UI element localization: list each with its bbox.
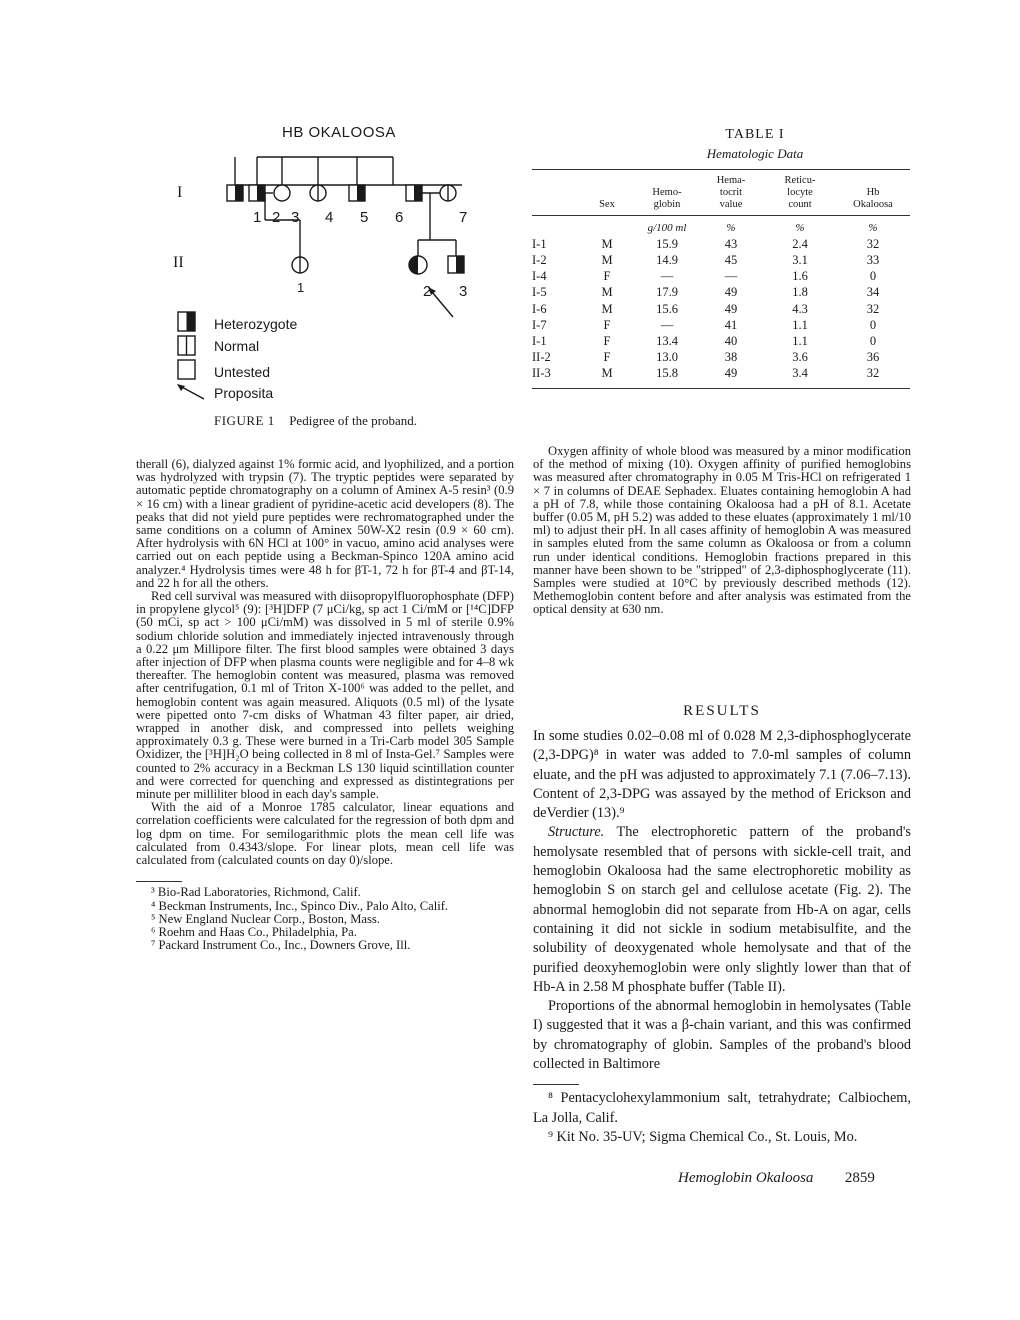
legend-normal-icon: [177, 335, 197, 357]
table-header: [532, 175, 578, 215]
pedigree-individual-ii2: [409, 256, 427, 274]
table-row: I-5 M 17.9 49 1.8 34: [532, 285, 880, 300]
table-row: I-6 M 15.6 49 4.3 32: [532, 301, 880, 316]
figure-caption: [214, 413, 417, 429]
pedigree-individual-i3: [274, 185, 290, 201]
table-header: Sex: [599, 199, 615, 210]
table-label: TABLE I: [725, 127, 785, 142]
gen2-number-2: 2: [423, 283, 432, 300]
footnote: ⁵ New England Nuclear Corp., Boston, Mass.: [151, 911, 380, 926]
table-row: I-7 F — 41 1.1 0: [532, 317, 877, 332]
pedigree-individual-i7: [440, 185, 456, 201]
pedigree-individual-i1: [227, 185, 243, 201]
body-paragraph: Red cell survival was measured with diisopropylfluorophosphate (DFP) in propylene glycol⁵ (9): [³H]DFP (7 μCi/kg, sp act 1 Ci/mM or [¹⁴C]DFP (50 mCi, sp act > 100 μCi/mM) was dissolved in 5 ml of sterile 0.9% sodium chloride solution and immediately injected intravenously through a 0.22 μm Millipore filter. The first blood samples were obtained 3 days after injection of DFP when plasma counts were negligible and for 4–8 wk thereafter. The hemoglobin content was measured, plasma was removed after centrifugation, 0.1 ml of Triton X-100⁶ was added to the pellet, and hemoglobin content was again measured. Aliquots (0.5 ml) of the lysate were pipetted onto 7-cm disks of Whatman 43 filter paper, air dried, wrapped in another disk, and compressed into pellets weighing approximately 0.3 g. These were burned in a Tri-Carb model 305 Sample Oxidizer, the [³H]H₂O being collected in 8 ml of Insta-Gel.⁷ Samples were counted to 2% accuracy in a Beckman LS 130 liquid scintillation counter and were corrected for quenching and expressed as distintegrations per minute per milliliter blood in each day's sample.: [136, 589, 514, 802]
legend-untested-icon: [177, 359, 197, 381]
gen1-number-5: 5: [360, 209, 369, 226]
table-row: II-2 F 13.0 38 3.6 36: [532, 350, 880, 365]
table-header: Hb Okaloosa: [853, 187, 893, 210]
legend-heterozygote: Heterozygote: [214, 316, 298, 332]
table-header: Hemo- globin: [652, 187, 682, 210]
pedigree-individual-i5: [349, 185, 365, 201]
footnote: ⁴ Beckman Instruments, Inc., Spinco Div., Palo Alto, Calif.: [151, 898, 449, 913]
hematologic-table: [532, 169, 910, 389]
legend-proposita-arrow-icon: [176, 383, 208, 401]
body-paragraph: In some studies 0.02–0.08 ml of 0.028 M 2,3-diphosphoglycerate (2,3-DPG)⁸ in water was added to 7.0-ml samples of column eluate, and the pH was adjusted to approximately 7.1 (7.06–7.13). Content of 2,3-DPG was assayed by the method of Erickson and deVerdier (13).⁹: [533, 728, 911, 822]
gen1-number-1: 1: [253, 209, 262, 226]
footnote: ⁹ Kit No. 35-UV; Sigma Chemical Co., St. Louis, Mo.: [548, 1128, 858, 1145]
figure-title: HB OKALOOSA: [282, 124, 396, 141]
table-row: I-4 F — — 1.6 0: [532, 269, 877, 284]
footnote: ³ Bio-Rad Laboratories, Richmond, Calif.: [151, 885, 361, 900]
gen2-number-3: 3: [459, 283, 468, 300]
legend-heterozygote-icon: [177, 311, 197, 333]
pedigree-individual-i6: [406, 185, 422, 201]
gen1-number-2: 2: [272, 209, 281, 226]
structure-lead: Structure.: [548, 824, 605, 841]
gen1-number-3: 3: [291, 209, 300, 226]
table-row: I-1 M 15.9 43 2.4 32: [532, 236, 880, 251]
footnote: ⁷ Packard Instrument Co., Inc., Downers Grove, Ill.: [151, 938, 411, 953]
proposita-arrow: [428, 287, 453, 317]
table-header: Hema- tocrit value: [716, 175, 746, 210]
legend-normal: Normal: [214, 338, 260, 354]
results-heading: RESULTS: [683, 703, 761, 719]
pedigree-individual-i2: [249, 185, 265, 201]
gen1-number-6: 6: [395, 209, 404, 226]
table-row: I-2 M 14.9 45 3.1 33: [532, 252, 880, 267]
gen-label-ii: II: [173, 254, 184, 271]
body-paragraph: Proportions of the abnormal hemoglobin in hemolysates (Table I) suggested that it was a β-chain variant, and this was confirmed by chromatography of globin. Samples of the proband's blood collected in Baltimore: [533, 998, 911, 1073]
footnote: ⁶ Roehm and Haas Co., Philadelphia, Pa.: [151, 924, 357, 939]
body-paragraph: With the aid of a Monroe 1785 calculator, linear equations and correlation coefficients were calculated for the regression of both dpm and log dpm on time. For semilogarithmic plots the mean cell life was calculated from 0.4343/slope. For linear plots, mean cell life was calculated from (calculated counts on day 0)/slope.: [136, 800, 514, 868]
pedigree-individual-ii1: [292, 257, 308, 273]
pedigree-chart: [160, 140, 500, 330]
pedigree-individual-i4: [310, 185, 326, 201]
legend-proposita: Proposita: [214, 385, 274, 401]
body-paragraph: therall (6), dialyzed against 1% formic acid, and lyophilized, and a portion was hydrolyzed with trypsin (7). The tryptic peptides were separated by automatic peptide chromatography on a column of Aminex A-5 resin³ (0.9 × 16 cm) with a linear gradient of pyridine-acetic acid developers (8). The peaks that did not yield pure peptides were rechromatographed under the same conditions on a column of Aminex 50W-X2 resin (0.9 × 60 cm). After hydrolysis with 6N HCl at 100° in vacuo, amino acid analyses were carried out on each peptide using a Beckman-Spinco 120A amino acid analyzer.⁴ Hydrolysis times were 48 h for βT-1, 72 h for βT-4 and βT-14, and 22 h for all the others.: [136, 457, 514, 590]
gen-label-i: I: [177, 184, 183, 201]
table-row: I-1 F 13.4 40 1.1 0: [532, 333, 877, 348]
gen2-number-1: 1: [297, 280, 305, 295]
pedigree-individual-ii3: [448, 256, 464, 273]
body-paragraph: Structure. The electrophoretic pattern of the proband's hemolysate resembled that of persons with sickle-cell trait, and hemoglobin Okaloosa had the same electrophoretic mobility as hemoglobin S on starch gel and cellulose acetate (Fig. 2). The abnormal hemoglobin did not separate from Hb-A on agar, cells containing it did not sickle in sodium metabisulfite, and the solubility of deoxygenated whole hemolysate and that of the purified deoxyhemoglobin were only slightly lower than that of Hb-A in 2.58 M phosphate buffer (Table II).: [533, 824, 911, 995]
table-header: Reticu- locyte count: [784, 175, 816, 210]
right-column-methods: [533, 445, 911, 617]
gen1-number-4: 4: [325, 209, 334, 226]
footnote: ⁸ Pentacyclohexylammonium salt, tetrahydrate; Calbiochem, La Jolla, Calif.: [533, 1090, 911, 1126]
page-number: 2859: [844, 1170, 875, 1186]
legend-untested: Untested: [214, 364, 271, 380]
gen1-number-7: 7: [459, 209, 468, 226]
figure-caption-text: Pedigree of the proband.: [289, 413, 417, 428]
table-row: II-3 M 15.8 49 3.4 32: [532, 366, 880, 381]
figure-caption-label: FIGURE 1: [214, 413, 275, 428]
table-units-row: g/100 ml % % %: [647, 222, 878, 235]
body-paragraph: Oxygen affinity of whole blood was measured by a minor modification of the method of mixing (10). Oxygen affinity of purified hemoglobins was measured after chromatography in 0.05 M Tris-HCl on refrigerated 1 × 7 in columns of DEAE Sephadex. Eluates containing hemoglobin A had a pH of 7.8, while those containing Okaloosa had a pH of 8.1. Acetate buffer (0.05 M, pH 5.2) was added to these eluates (approximately 1 ml/10 ml) to adjust their pH. In all cases affinity of hemoglobin A was measured in samples eluted from the same column as Okaloosa or from a column run under identical conditions. Hemoglobin fractions prepared in this manner have been shown to be "stripped" of 2,3-diphosphoglycerate (11). Samples were studied at 10°C by previously described methods (12). Methemoglobin content before and after analysis was estimated from the optical density at 630 nm.: [533, 444, 911, 617]
right-column-results: [533, 727, 911, 1147]
footer-title: Hemoglobin Okaloosa: [678, 1170, 814, 1186]
table-title: Hematologic Data: [706, 146, 804, 161]
left-column: [136, 458, 514, 952]
running-footer: [678, 1170, 875, 1187]
